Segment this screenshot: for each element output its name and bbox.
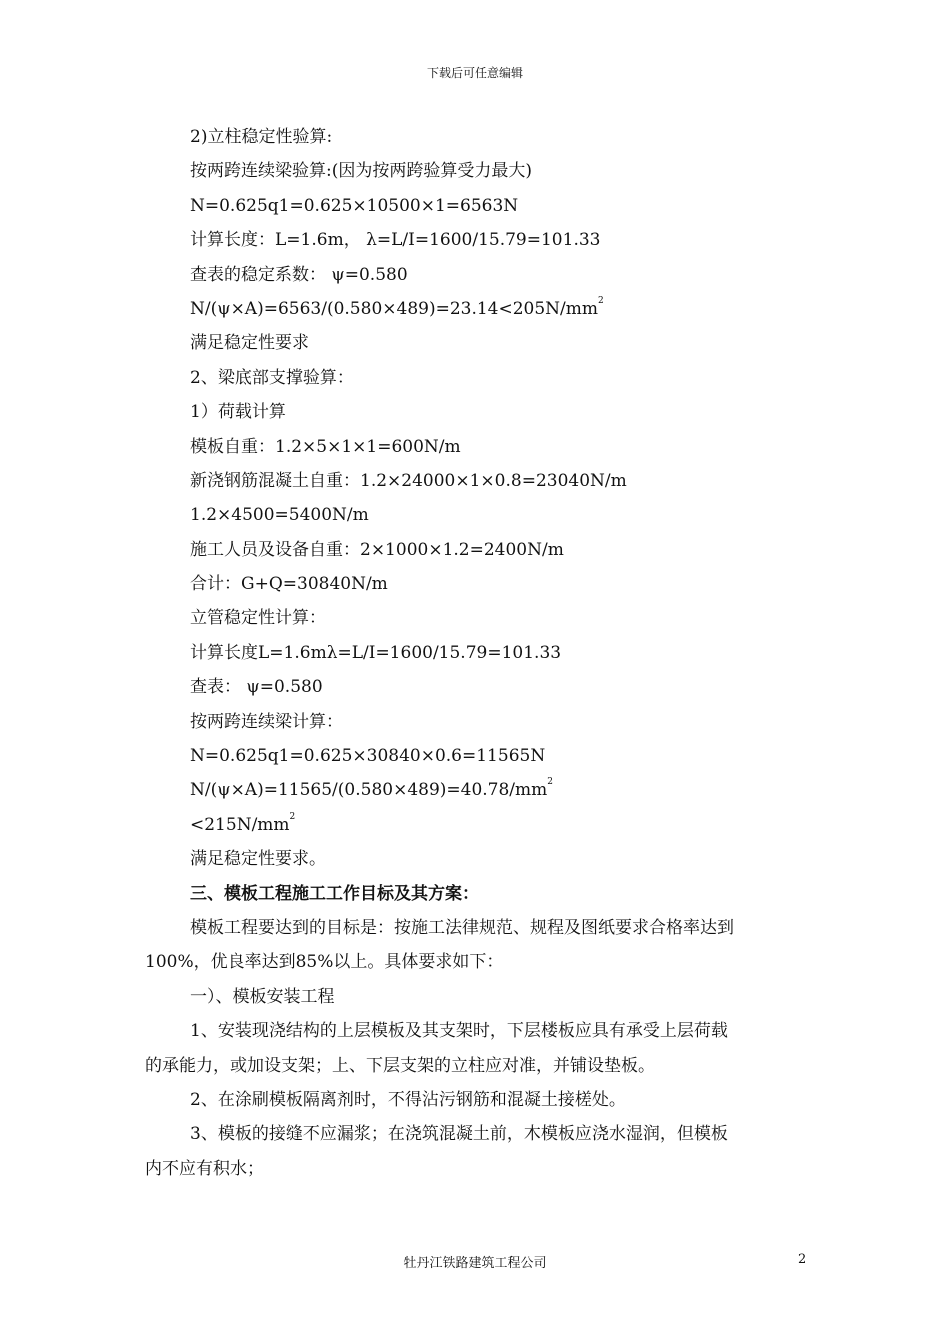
line-text: 计算长度：L=1.6m， λ=L/I=1600/15.79=101.33	[190, 230, 601, 251]
text-line	[145, 601, 805, 635]
line-text: 查表： ψ=0.580	[190, 677, 323, 698]
text-line	[145, 1083, 805, 1117]
line-text: 新浇钢筋混凝土自重：1.2×24000×1×0.8=23040N/m	[190, 470, 627, 491]
text-line	[145, 636, 805, 670]
page-header: 下载后可任意编辑	[426, 66, 523, 80]
footer-company: 牡丹江铁路建筑工程公司	[403, 1256, 547, 1271]
line-text: 三、模板工程施工工作目标及其方案：	[190, 883, 479, 904]
text-line	[145, 292, 805, 326]
line-text: 立管稳定性计算：	[190, 608, 326, 629]
line-text: 内不应有积水；	[145, 1158, 264, 1179]
line-text: 满足稳定性要求	[190, 333, 309, 354]
line-text: N=0.625q1=0.625×30840×0.6=11565N	[190, 746, 546, 767]
text-line	[145, 189, 805, 223]
line-text: 的承能力，或加设支架；上、下层支架的立柱应对准，并铺设垫板。	[145, 1055, 655, 1076]
line-text: 合计：G+Q=30840N/m	[190, 574, 388, 595]
line-text: 一）、模板安装工程	[190, 986, 335, 1007]
superscript: 2	[547, 777, 554, 788]
line-text: <215N/mm	[190, 814, 290, 835]
text-line	[145, 258, 805, 292]
text-line	[145, 464, 805, 498]
text-line	[145, 395, 805, 429]
text-line	[145, 1049, 805, 1083]
text-line	[145, 1152, 805, 1186]
text-line	[145, 361, 805, 395]
text-line	[145, 223, 805, 257]
text-line	[145, 773, 805, 807]
line-text: 1）荷载计算	[190, 402, 286, 423]
text-line	[145, 533, 805, 567]
line-text: 模板自重：1.2×5×1×1=600N/m	[190, 436, 461, 457]
line-text: 3、模板的接缝不应漏浆；在浇筑混凝土前，木模板应浇水湿润，但模板	[190, 1124, 728, 1145]
superscript: 2	[598, 295, 604, 306]
text-line	[145, 911, 805, 945]
line-text: 2、在涂刷模板隔离剂时，不得沾污钢筋和混凝土接槎处。	[190, 1089, 626, 1110]
text-line	[145, 670, 805, 704]
text-line	[145, 705, 805, 739]
text-line	[145, 1014, 805, 1048]
text-line	[145, 120, 805, 154]
text-line	[145, 154, 805, 188]
line-text: N/(ψ×A)=11565/(0.580×489)=40.78/mm	[190, 780, 548, 801]
line-text: 2、梁底部支撑验算：	[190, 367, 354, 388]
line-text: 100%，优良率达到85%以上。具体要求如下：	[145, 952, 504, 973]
line-text: 计算长度L=1.6mλ=L/I=1600/15.79=101.33	[190, 642, 562, 663]
line-text: 查表的稳定系数： ψ=0.580	[190, 264, 408, 285]
text-line	[145, 430, 805, 464]
text-line	[145, 842, 805, 876]
line-text: N=0.625q1=0.625×10500×1=6563N	[190, 195, 519, 216]
text-line	[145, 808, 805, 842]
page-number: 2	[798, 1252, 807, 1267]
line-text: 满足稳定性要求。	[190, 849, 326, 870]
line-text: 按两跨连续梁验算:(因为按两跨验算受力最大)	[190, 161, 532, 182]
text-line	[145, 945, 805, 979]
text-line	[145, 739, 805, 773]
text-line	[145, 498, 805, 532]
line-text: 模板工程要达到的目标是：按施工法律规范、规程及图纸要求合格率达到	[190, 917, 734, 938]
superscript: 2	[289, 811, 296, 822]
line-text: 按两跨连续梁计算：	[190, 711, 343, 732]
line-text: 施工人员及设备自重：2×1000×1.2=2400N/m	[190, 539, 564, 560]
section-heading	[145, 877, 805, 911]
line-text: N/(ψ×A)=6563/(0.580×489)=23.14<205N/mm	[190, 298, 599, 319]
line-text: 2)立柱稳定性验算:	[190, 127, 333, 147]
text-line	[145, 567, 805, 601]
line-text: 1.2×4500=5400N/m	[190, 505, 369, 526]
document-body	[145, 120, 805, 1186]
text-line	[145, 1117, 805, 1151]
line-text: 1、安装现浇结构的上层模板及其支架时，下层楼板应具有承受上层荷载	[190, 1021, 728, 1042]
text-line	[145, 980, 805, 1014]
text-line	[145, 326, 805, 360]
